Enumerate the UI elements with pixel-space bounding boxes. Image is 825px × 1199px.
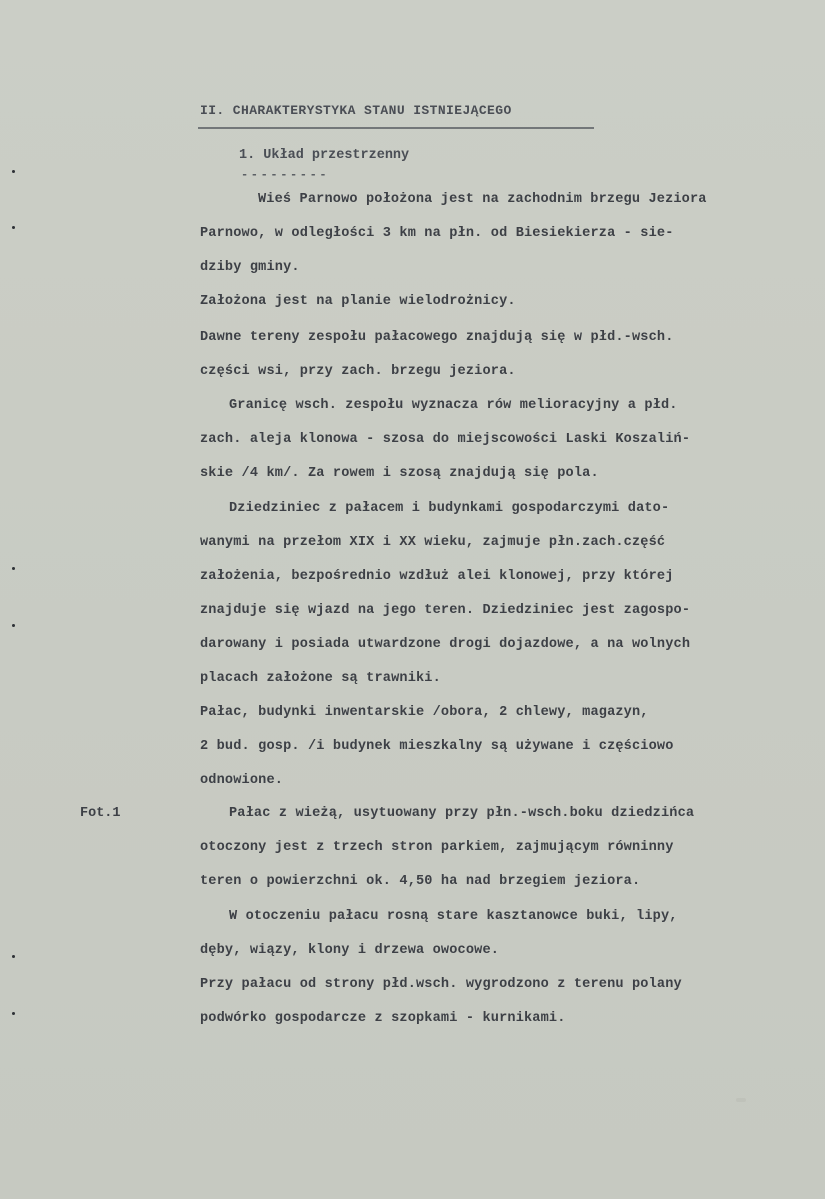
text-line: wanymi na przełom XIX i XX wieku, zajmuje płn.zach.część: [200, 535, 666, 550]
text-line: dęby, wiązy, klony i drzewa owocowe.: [200, 943, 500, 958]
text-line: skie /4 km/. Za rowem i szosą znajdują się pola.: [200, 466, 599, 481]
binder-hole-mark: [12, 567, 15, 570]
text-line: Parnowo, w odległości 3 km na płn. od Biesiekierza - sie-: [200, 226, 674, 241]
section-heading: II. CHARAKTERYSTYKA STANU ISTNIEJĄCEGO: [200, 103, 512, 118]
binder-hole-mark: [12, 226, 15, 229]
text-line: Przy pałacu od strony płd.wsch. wygrodzono z terenu polany: [200, 977, 682, 992]
text-line: części wsi, przy zach. brzegu jeziora.: [200, 364, 516, 379]
text-line: Dawne tereny zespołu pałacowego znajdują się w płd.-wsch.: [200, 330, 674, 345]
binder-hole-mark: [12, 955, 15, 958]
text-line: teren o powierzchni ok. 4,50 ha nad brzegiem jeziora.: [200, 874, 641, 889]
text-line: 2 bud. gosp. /i budynek mieszkalny są używane i częściowo: [200, 739, 674, 754]
text-line: znajduje się wjazd na jego teren. Dziedziniec jest zagospo-: [200, 603, 691, 618]
photo-reference-note: Fot.1: [80, 806, 121, 821]
text-line: otoczony jest z trzech stron parkiem, zajmującym równinny: [200, 840, 674, 855]
text-line: Dziedziniec z pałacem i budynkami gospodarczymi dato-: [229, 501, 670, 516]
text-line: darowany i posiada utwardzone drogi dojazdowe, a na wolnych: [200, 637, 691, 652]
text-line: założenia, bezpośrednio wzdłuż alei klonowej, przy której: [200, 569, 674, 584]
binder-hole-mark: [12, 170, 15, 173]
subsection-heading: 1. Układ przestrzenny: [239, 148, 410, 163]
text-line: Wieś Parnowo położona jest na zachodnim brzegu Jeziora: [258, 192, 707, 207]
text-line: dziby gminy.: [200, 260, 300, 275]
text-line: placach założone są trawniki.: [200, 671, 441, 686]
text-line: W otoczeniu pałacu rosną stare kasztanowce buki, lipy,: [229, 909, 678, 924]
text-line: Pałac, budynki inwentarskie /obora, 2 chlewy, magazyn,: [200, 705, 649, 720]
text-line: Założona jest na planie wielodrożnicy.: [200, 294, 516, 309]
heading-underline: [198, 127, 594, 129]
text-line: zach. aleja klonowa - szosa do miejscowości Laski Koszaliń-: [200, 432, 691, 447]
binder-hole-mark: [12, 624, 15, 627]
paper-smudge: [736, 1098, 746, 1102]
subheading-dashed-underline: ---------: [241, 168, 330, 182]
text-line: podwórko gospodarcze z szopkami - kurnikami.: [200, 1011, 566, 1026]
text-line: odnowione.: [200, 773, 284, 788]
text-line: Pałac z wieżą, usytuowany przy płn.-wsch.boku dziedzińca: [229, 806, 695, 821]
text-line: Granicę wsch. zespołu wyznacza rów melioracyjny a płd.: [229, 398, 678, 413]
binder-hole-mark: [12, 1012, 15, 1015]
